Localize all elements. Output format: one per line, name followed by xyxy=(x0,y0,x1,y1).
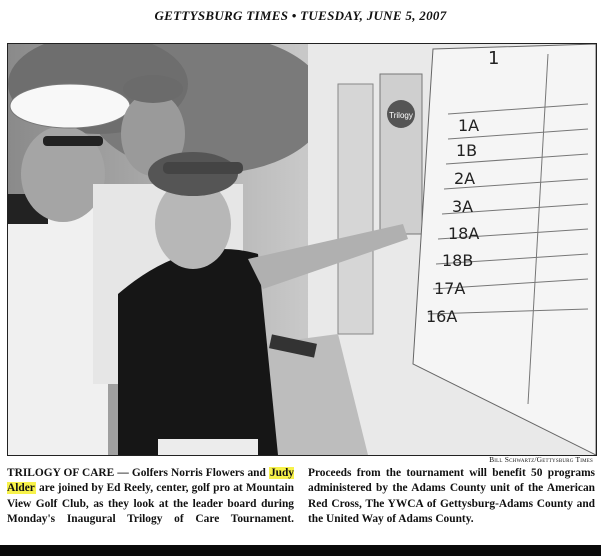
masthead: GETTYSBURG TIMES • TUESDAY, JUNE 5, 2007 xyxy=(154,8,447,23)
poster-logo-text: Trilogy xyxy=(389,111,413,120)
board-header: 1 xyxy=(488,48,500,69)
board-row: 2A xyxy=(454,169,476,188)
bottom-rule xyxy=(0,545,601,556)
caption-highlight: Judy Alder xyxy=(7,467,294,495)
poster-left xyxy=(338,84,373,334)
poster-trilogy xyxy=(380,74,422,234)
caption-text-after: are joined by Ed Reely, center, golf pro at Mountain View Golf Club, as they look at the leader board during Monday's Inaugural Trilogy of Care Tournament. Proceeds from the tournament will benefit 50 programs administered by the Adams County unit of the American Red Cross, The YWCA of Gettysburg-Adams County and the United Way of Adams County. xyxy=(7,467,595,526)
board-row: 18B xyxy=(442,251,474,270)
board-row: 18A xyxy=(448,224,480,243)
photo-caption xyxy=(7,466,595,538)
news-photo xyxy=(7,43,597,456)
board-row: 17A xyxy=(434,279,466,298)
board-row: 1A xyxy=(458,116,480,135)
photo-illustration xyxy=(8,44,596,455)
caption-text-before: Golfers Norris Flowers and xyxy=(128,467,269,479)
photo-credit: Bill Schwartz/Gettysburg Times xyxy=(489,455,593,464)
board-row: 16A xyxy=(426,307,458,326)
board-row: 1B xyxy=(456,141,478,160)
caption-lead: TRILOGY OF CARE — xyxy=(7,467,129,479)
board-row: 3A xyxy=(452,197,474,216)
